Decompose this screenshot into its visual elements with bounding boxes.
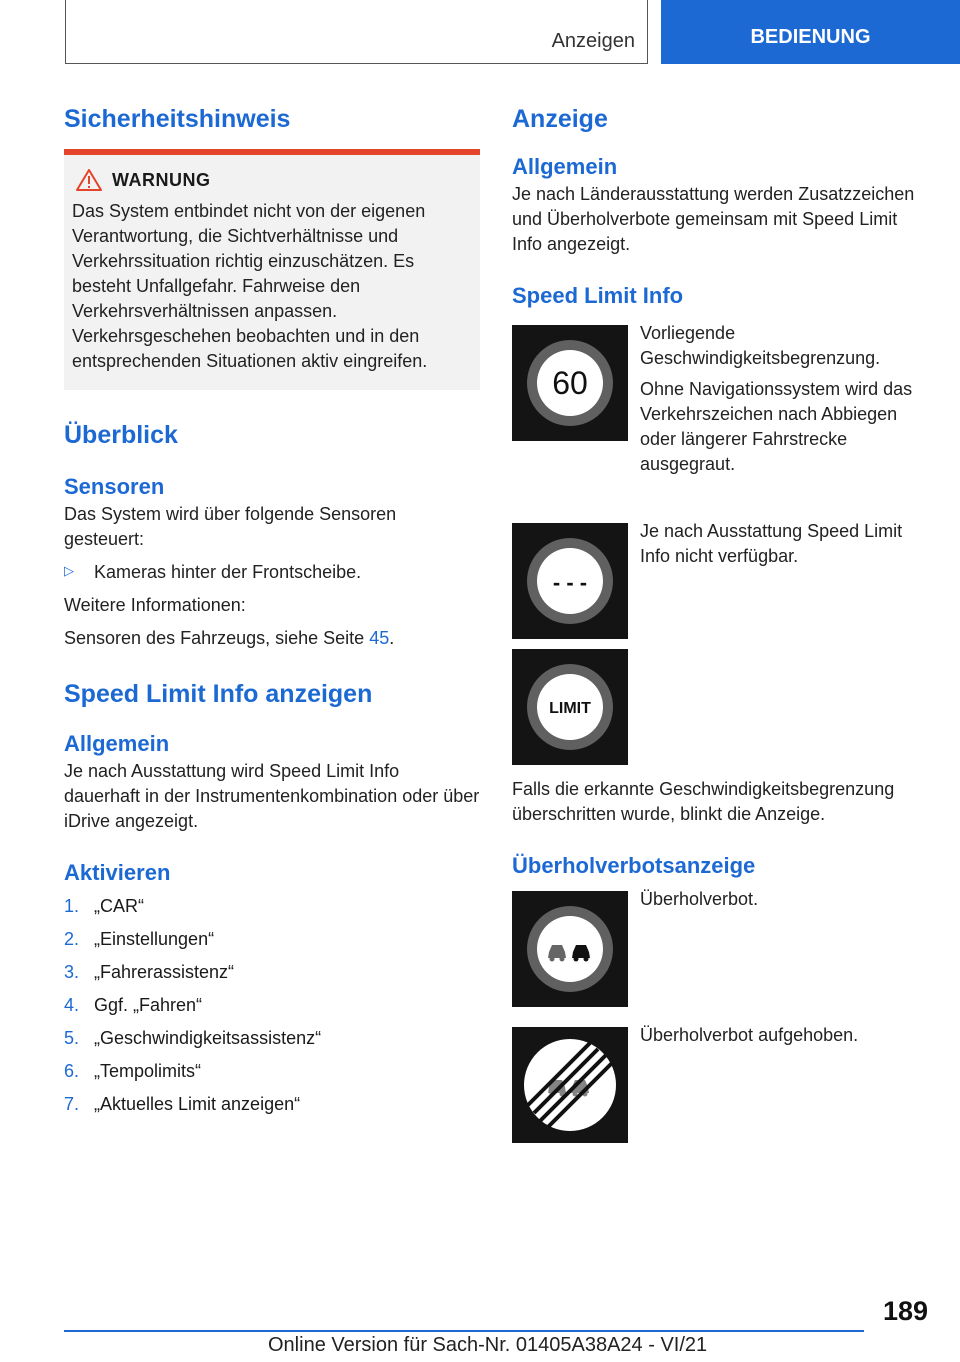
- sign-row-unavailable: [512, 523, 932, 639]
- step-number: 2.: [64, 929, 80, 949]
- list-item: [64, 993, 480, 1018]
- sign-row-no-overtake-end: [512, 1027, 932, 1143]
- warning-text: Das System entbindet nicht von der eigenen Verantwortung, die Sichtverhältnisse und Verkehrssituation richtig einzuschätzen. Es besteht Unfallgefahr. Fahrweise den Verkehrsverhältnissen anpassen. Verkehrsgeschehen beobachten und in den entsprechenden Situationen aktiv eingreifen.: [72, 201, 428, 371]
- overtake-heading: Überholverbotsanzeige: [512, 853, 756, 878]
- warning-header: [72, 169, 472, 191]
- sign-limit-text: LIMIT: [549, 700, 591, 717]
- no-overtake-description: [640, 887, 758, 1007]
- sign-dashes-text: - - -: [552, 570, 588, 595]
- list-item: [64, 1026, 480, 1051]
- list-item: [64, 1092, 480, 1117]
- no-overtaking-sign-icon: [512, 891, 628, 1007]
- general-text-right: Je nach Länderausstattung werden Zusatzzeichen und Überholverbote gemeinsam mit Speed Limit Info angezeigt.: [512, 184, 915, 254]
- step-number: 4.: [64, 995, 80, 1015]
- overview-heading: Überblick: [64, 421, 178, 449]
- sensor-reference: [64, 626, 480, 651]
- sensors-text: Das System wird über folgende Sensoren gesteuert:: [64, 504, 397, 549]
- step-text: „CAR“: [94, 896, 144, 916]
- footer-text: Online Version für Sach-Nr. 01405A38A24 - VI/21: [268, 1334, 708, 1356]
- page-link-45[interactable]: 45: [369, 628, 390, 648]
- list-item: [64, 1059, 480, 1084]
- bullet-triangle-icon: ▷: [64, 563, 74, 578]
- sensors-heading: Sensoren: [64, 474, 165, 499]
- step-number: 5.: [64, 1028, 80, 1048]
- exceeded-text: Falls die erkannte Geschwindigkeitsbegrenzung überschritten wurde, blinkt die Anzeige.: [512, 779, 895, 824]
- sensor-reference-end: .: [389, 628, 395, 648]
- general-heading-left: Allgemein: [64, 731, 170, 756]
- footer-divider: [64, 1330, 864, 1332]
- step-number: 7.: [64, 1094, 80, 1114]
- header-chapter-tab: BEDIENUNG: [661, 0, 960, 64]
- sli-text-1: Vorliegende Geschwindigkeitsbegrenzung.: [640, 323, 881, 368]
- list-item: [64, 960, 480, 985]
- list-item: [64, 927, 480, 952]
- end-no-overtaking-sign-icon: [512, 1027, 628, 1143]
- step-number: 1.: [64, 896, 80, 916]
- speed-limit-60-sign-icon: [512, 325, 628, 441]
- sign-row-60: [512, 325, 932, 483]
- warning-title: WARNUNG: [112, 169, 211, 190]
- general-heading-right: Allgemein: [512, 154, 618, 179]
- step-number: 3.: [64, 962, 80, 982]
- step-text: „Aktuelles Limit anzeigen“: [94, 1094, 301, 1114]
- step-text: Ggf. „Fahren“: [94, 995, 203, 1015]
- unavailable-description: [640, 519, 932, 639]
- left-column: [64, 102, 480, 1125]
- show-speed-limit-heading: Speed Limit Info anzeigen: [64, 680, 373, 708]
- display-heading: Anzeige: [512, 105, 608, 133]
- warning-box: [64, 149, 480, 390]
- activate-heading: Aktivieren: [64, 860, 171, 885]
- warning-triangle-icon: [76, 169, 102, 191]
- activation-steps-list: [64, 894, 480, 1117]
- page-number: 189: [882, 1296, 928, 1326]
- step-number: 6.: [64, 1061, 80, 1081]
- header-section-box: [65, 0, 648, 64]
- speed-limit-unknown-sign-icon: [512, 523, 628, 639]
- sign-row-no-overtake: [512, 891, 932, 1007]
- no-overtake-text: Überholverbot.: [640, 889, 759, 909]
- step-text: „Einstellungen“: [94, 929, 215, 949]
- sensor-reference-text: Sensoren des Fahrzeugs, siehe Seite: [64, 628, 370, 648]
- sign-60-text: 60: [552, 365, 588, 401]
- unavailable-text: Je nach Ausstattung Speed Limit Info nicht verfügbar.: [640, 521, 903, 566]
- step-text: „Fahrerassistenz“: [94, 962, 235, 982]
- step-text: „Geschwindigkeitsassistenz“: [94, 1028, 322, 1048]
- speed-limit-info-heading: Speed Limit Info: [512, 283, 684, 308]
- no-overtake-end-description: [640, 1023, 858, 1143]
- list-item: [64, 894, 480, 919]
- step-text: „Tempolimits“: [94, 1061, 202, 1081]
- header-section-title: Anzeigen: [551, 30, 635, 52]
- limit-sign-icon: [512, 649, 628, 765]
- sli-text-2: Ohne Navigationssystem wird das Verkehrszeichen nach Abbiegen oder längerer Fahrstrecke ausgegraut.: [640, 379, 913, 474]
- sensor-bullet: [64, 560, 480, 585]
- safety-heading: Sicherheitshinweis: [64, 105, 291, 133]
- right-column: [512, 102, 932, 1143]
- general-text-left: Je nach Ausstattung wird Speed Limit Info dauerhaft in der Instrumentenkombination oder über iDrive angezeigt.: [64, 761, 480, 831]
- sli-description: [640, 321, 932, 483]
- more-info-text: Weitere Informationen:: [64, 595, 246, 615]
- sign-row-limit: [512, 649, 932, 765]
- no-overtake-end-text: Überholverbot aufgehoben.: [640, 1025, 859, 1045]
- sensor-bullet-text: Kameras hinter der Frontscheibe.: [94, 562, 362, 582]
